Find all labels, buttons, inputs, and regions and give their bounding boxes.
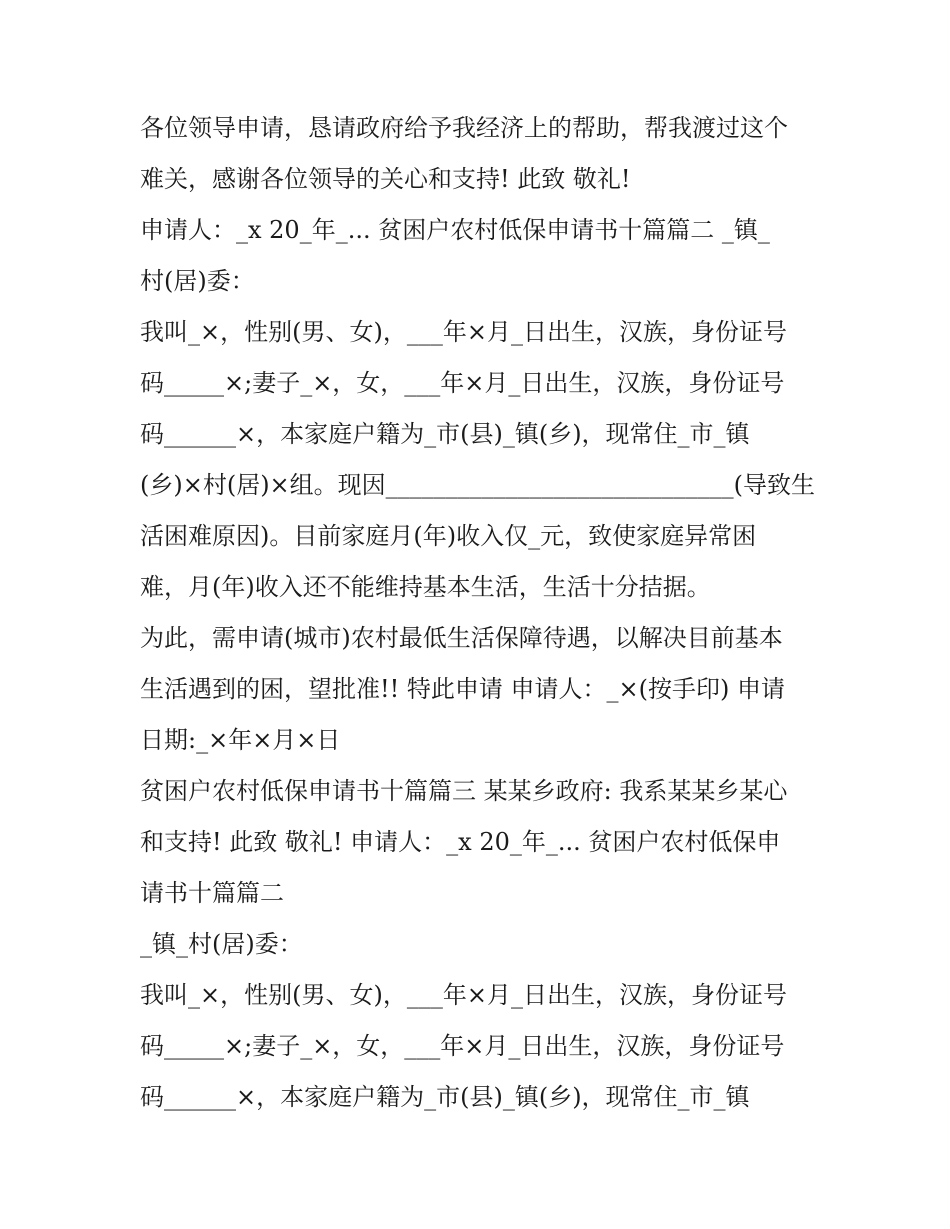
text-line: (乡)×村(居)×组。现因_____________________________(导致生 xyxy=(140,471,816,499)
text-line: 请书十篇篇二 xyxy=(140,879,284,907)
text-line: 各位领导申请，恳请政府给予我经济上的帮助，帮我渡过这个 xyxy=(140,114,788,142)
text-line: 难关，感谢各位领导的关心和支持! 此致 敬礼! xyxy=(140,165,631,193)
text-line: 我叫_×，性别(男、女)，___年×月_日出生，汉族，身份证号 xyxy=(140,318,787,346)
text-line: 我叫_×，性别(男、女)，___年×月_日出生，汉族，身份证号 xyxy=(140,981,787,1009)
text-line: 码______×，本家庭户籍为_市(县)_镇(乡)，现常住_市_镇 xyxy=(140,1083,750,1111)
text-line: 村(居)委： xyxy=(140,267,255,295)
text-line: 日期:_×年×月×日 xyxy=(140,726,341,754)
text-line: 难，月(年)收入还不能维持基本生活，生活十分拮据。 xyxy=(140,573,711,601)
text-line: 和支持! 此致 敬礼! 申请人：_x 20_年_... 贫困户农村低保申 xyxy=(140,828,781,856)
text-line: 生活遇到的困，望批准!! 特此申请 申请人：_×(按手印) 申请 xyxy=(140,675,786,703)
text-line: 活困难原因)。目前家庭月(年)收入仅_元，致使家庭异常困 xyxy=(140,522,757,550)
text-line: 码_____×;妻子_×，女，___年×月_日出生，汉族，身份证号 xyxy=(140,1032,785,1060)
document-body xyxy=(140,103,830,1123)
text-line: _镇_村(居)委： xyxy=(140,930,303,958)
text-line: 码______×，本家庭户籍为_市(县)_镇(乡)，现常住_市_镇 xyxy=(140,420,750,448)
text-line: 为此，需申请(城市)农村最低生活保障待遇，以解决目前基本 xyxy=(140,624,783,652)
text-line: 申请人：_x 20_年_... 贫困户农村低保申请书十篇篇二 _镇_ xyxy=(140,216,770,244)
text-line: 贫困户农村低保申请书十篇篇三 某某乡政府: 我系某某乡某心 xyxy=(140,777,788,805)
text-line: 码_____×;妻子_×，女，___年×月_日出生，汉族，身份证号 xyxy=(140,369,785,397)
